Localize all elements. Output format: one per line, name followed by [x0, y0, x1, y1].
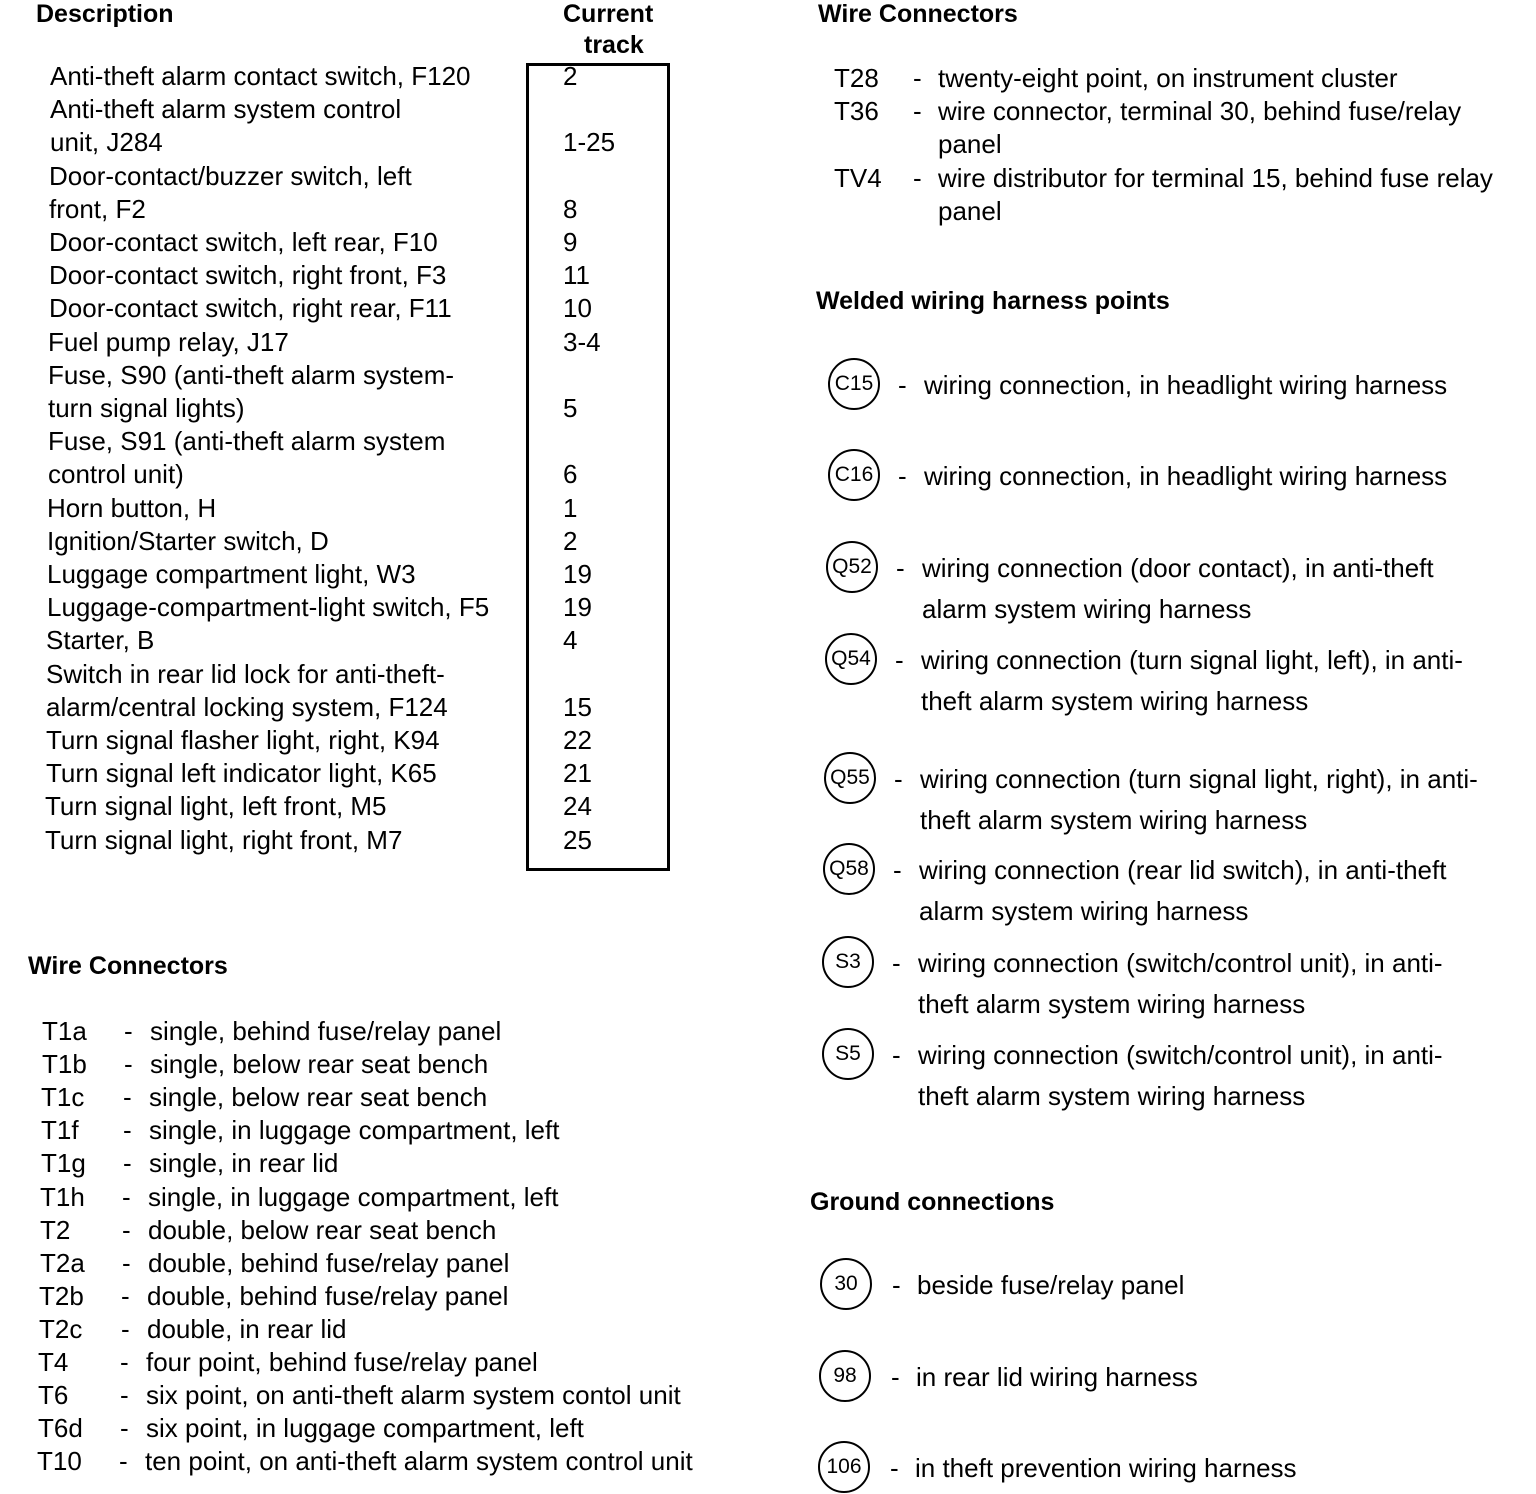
separator-dash: -: [896, 553, 905, 583]
component-label: control unit): [48, 459, 184, 489]
connector-description: four point, behind fuse/relay panel: [146, 1347, 538, 1377]
ground-symbol: 98: [819, 1350, 871, 1402]
current-track-value: 24: [563, 791, 592, 821]
splice-symbol: C16: [828, 449, 880, 501]
component-label: Starter, B: [46, 625, 155, 655]
splice-description: wiring connection, in headlight wiring harness: [924, 370, 1448, 400]
component-label: Luggage compartment light, W3: [47, 559, 416, 589]
splice-description: theft alarm system wiring harness: [920, 805, 1308, 835]
connector-code: T1g: [41, 1148, 86, 1178]
separator-dash: -: [892, 1270, 901, 1300]
splice-description: wiring connection (switch/control unit), in anti-: [918, 1040, 1443, 1070]
separator-dash: -: [895, 645, 904, 675]
component-label: Anti-theft alarm contact switch, F120: [50, 61, 471, 91]
connector-code: T1b: [42, 1049, 87, 1079]
splice-description: wiring connection (rear lid switch), in anti-theft: [919, 855, 1447, 885]
current-track-value: 19: [563, 559, 592, 589]
component-label: Fuse, S90 (anti-theft alarm system-: [48, 360, 455, 390]
ground-description: in rear lid wiring harness: [916, 1362, 1198, 1392]
current-header: Current: [563, 0, 654, 28]
connector-description: double, behind fuse/relay panel: [148, 1248, 510, 1278]
separator-dash: -: [124, 1016, 133, 1046]
ground-symbol: 30: [820, 1258, 872, 1310]
connector-description: panel: [938, 196, 1002, 226]
component-label: alarm/central locking system, F124: [46, 692, 448, 722]
connector-description: ten point, on anti-theft alarm system control unit: [145, 1446, 693, 1476]
separator-dash: -: [892, 948, 901, 978]
splice-description: alarm system wiring harness: [922, 594, 1252, 624]
connector-code: T1c: [41, 1082, 85, 1112]
current-track-value: 11: [563, 260, 590, 290]
splice-symbol: S5: [822, 1028, 874, 1080]
separator-dash: -: [123, 1082, 132, 1112]
wire-connectors-title-left: Wire Connectors: [28, 952, 228, 980]
separator-dash: -: [892, 1040, 901, 1070]
component-label: Fuse, S91 (anti-theft alarm system: [48, 426, 446, 456]
current-track-value: 2: [563, 526, 578, 556]
current-track-value: 1-25: [563, 127, 616, 157]
splice-description: theft alarm system wiring harness: [918, 989, 1306, 1019]
component-label: Turn signal flasher light, right, K94: [46, 725, 440, 755]
separator-dash: -: [890, 1453, 899, 1483]
connector-code: T2c: [39, 1314, 83, 1344]
current-track-value: 5: [563, 393, 578, 423]
ground-title: Ground connections: [810, 1188, 1055, 1216]
connector-description: double, behind fuse/relay panel: [147, 1281, 509, 1311]
separator-dash: -: [119, 1446, 128, 1476]
splice-symbol: Q55: [824, 752, 876, 804]
connector-description: single, below rear seat bench: [149, 1082, 488, 1112]
component-label: Door-contact switch, right front, F3: [49, 260, 447, 290]
ground-description: in theft prevention wiring harness: [915, 1453, 1297, 1483]
separator-dash: -: [893, 855, 902, 885]
separator-dash: -: [122, 1215, 131, 1245]
separator-dash: -: [122, 1248, 131, 1278]
component-label: Turn signal light, right front, M7: [45, 825, 403, 855]
current-track-value: 22: [563, 725, 592, 755]
separator-dash: -: [121, 1281, 130, 1311]
splice-description: wiring connection, in headlight wiring harness: [924, 461, 1448, 491]
connector-description: six point, in luggage compartment, left: [146, 1413, 584, 1443]
description-header: Description: [36, 0, 174, 28]
connector-description: wire distributor for terminal 15, behind fuse relay: [938, 163, 1493, 193]
connector-description: double, below rear seat bench: [148, 1215, 497, 1245]
component-label: front, F2: [49, 194, 146, 224]
component-label: Switch in rear lid lock for anti-theft-: [46, 659, 445, 689]
track-box: [526, 63, 670, 871]
current-track-value: 10: [563, 293, 592, 323]
connector-code: T2a: [40, 1248, 85, 1278]
splice-description: wiring connection (turn signal light, left), in anti-: [921, 645, 1463, 675]
connector-code: T6: [38, 1380, 69, 1410]
separator-dash: -: [123, 1148, 132, 1178]
component-label: Horn button, H: [47, 493, 217, 523]
component-label: Luggage-compartment-light switch, F5: [47, 592, 490, 622]
current-track-value: 21: [563, 758, 592, 788]
current-track-value: 15: [563, 692, 592, 722]
splice-description: theft alarm system wiring harness: [921, 686, 1309, 716]
splice-description: wiring connection (switch/control unit), in anti-: [918, 948, 1443, 978]
current-track-value: 8: [563, 194, 578, 224]
connector-code: T2: [40, 1215, 71, 1245]
separator-dash: -: [898, 461, 907, 491]
separator-dash: -: [891, 1362, 900, 1392]
connector-code: T28: [834, 63, 879, 93]
current-track-value: 25: [563, 825, 592, 855]
connector-description: wire connector, terminal 30, behind fuse/relay: [938, 96, 1462, 126]
splice-description: wiring connection (turn signal light, right), in anti-: [920, 764, 1478, 794]
component-label: Fuel pump relay, J17: [48, 327, 289, 357]
wire-connectors-title-right: Wire Connectors: [818, 0, 1018, 28]
connector-description: single, in luggage compartment, left: [148, 1182, 559, 1212]
connector-code: T10: [37, 1446, 82, 1476]
separator-dash: -: [120, 1347, 129, 1377]
separator-dash: -: [913, 96, 922, 126]
current-track-value: 2: [563, 61, 578, 91]
component-label: Anti-theft alarm system control: [50, 94, 402, 124]
splice-symbol: S3: [822, 936, 874, 988]
component-label: Ignition/Starter switch, D: [47, 526, 329, 556]
splice-description: alarm system wiring harness: [919, 896, 1249, 926]
current-track-value: 9: [563, 227, 578, 257]
separator-dash: -: [123, 1115, 132, 1145]
connector-code: T36: [834, 96, 879, 126]
current-track-value: 6: [563, 459, 578, 489]
component-label: Turn signal light, left front, M5: [45, 791, 387, 821]
separator-dash: -: [913, 163, 922, 193]
welded-title: Welded wiring harness points: [816, 287, 1170, 315]
ground-description: beside fuse/relay panel: [917, 1270, 1185, 1300]
connector-description: panel: [938, 129, 1002, 159]
connector-code: T4: [38, 1347, 69, 1377]
splice-description: wiring connection (door contact), in anti-theft: [922, 553, 1434, 583]
current-track-value: 3-4: [563, 327, 601, 357]
splice-symbol: Q52: [826, 541, 878, 593]
splice-symbol: C15: [828, 358, 880, 410]
separator-dash: -: [121, 1314, 130, 1344]
connector-description: single, in luggage compartment, left: [149, 1115, 560, 1145]
connector-description: twenty-eight point, on instrument cluster: [938, 63, 1398, 93]
current-track-value: 1: [563, 493, 578, 523]
separator-dash: -: [120, 1380, 129, 1410]
connector-code: T1h: [40, 1182, 85, 1212]
separator-dash: -: [124, 1049, 133, 1079]
connector-code: T6d: [38, 1413, 83, 1443]
connector-description: six point, on anti-theft alarm system contol unit: [146, 1380, 681, 1410]
component-label: Turn signal left indicator light, K65: [46, 758, 437, 788]
connector-description: single, below rear seat bench: [150, 1049, 489, 1079]
ground-symbol: 106: [818, 1441, 870, 1493]
connector-code: T2b: [39, 1281, 84, 1311]
separator-dash: -: [122, 1182, 131, 1212]
current-track-value: 19: [563, 592, 592, 622]
splice-symbol: Q58: [823, 843, 875, 895]
component-label: Door-contact switch, right rear, F11: [49, 293, 452, 323]
component-label: Door-contact switch, left rear, F10: [49, 227, 438, 257]
splice-symbol: Q54: [825, 633, 877, 685]
separator-dash: -: [120, 1413, 129, 1443]
component-label: Door-contact/buzzer switch, left: [49, 161, 412, 191]
connector-code: T1f: [41, 1115, 79, 1145]
connector-code: TV4: [834, 163, 882, 193]
separator-dash: -: [898, 370, 907, 400]
component-label: unit, J284: [50, 127, 163, 157]
connector-code: T1a: [42, 1016, 87, 1046]
current-track-value: 4: [563, 625, 578, 655]
separator-dash: -: [913, 63, 922, 93]
track-header: track: [584, 31, 644, 59]
connector-description: single, in rear lid: [149, 1148, 339, 1178]
connector-description: single, behind fuse/relay panel: [150, 1016, 502, 1046]
connector-description: double, in rear lid: [147, 1314, 347, 1344]
component-label: turn signal lights): [48, 393, 245, 423]
splice-description: theft alarm system wiring harness: [918, 1081, 1306, 1111]
separator-dash: -: [894, 764, 903, 794]
